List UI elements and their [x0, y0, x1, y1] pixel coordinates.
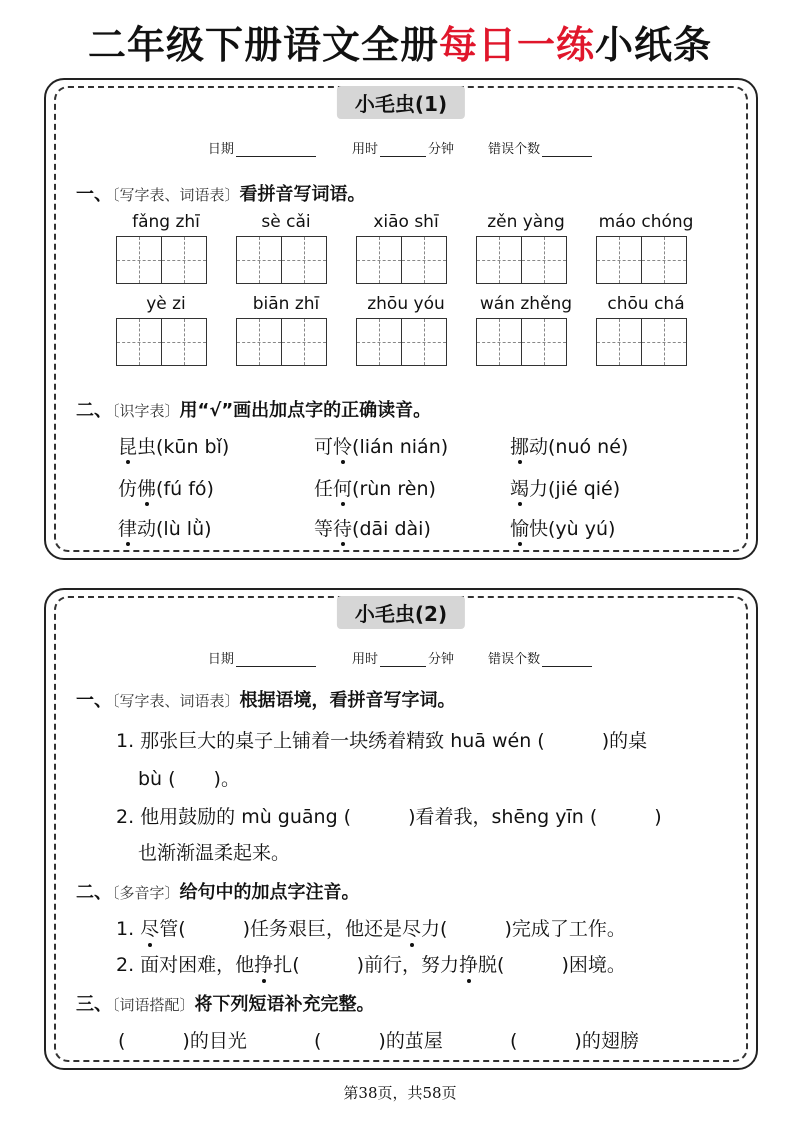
- pinyin-item: [356, 212, 456, 284]
- pinyin-item: [596, 212, 696, 284]
- pinyin-item: [236, 212, 336, 284]
- reading-option[interactable]: 律动(lù lǜ): [118, 518, 212, 540]
- section-3-heading: [76, 990, 375, 1016]
- section-2-heading: [76, 396, 431, 422]
- pinyin-item: [356, 294, 456, 366]
- pinyin-text: xiāo shī: [373, 212, 439, 232]
- question-1-line-1[interactable]: 1. 那张巨大的桌子上铺着一块绣着精致 huā wén ( )的桌: [116, 730, 648, 752]
- dotted-char: 何: [333, 478, 353, 500]
- tianzige-box[interactable]: [356, 236, 456, 284]
- section-tag: 〔写字表、词语表〕: [112, 186, 240, 204]
- pinyin-item: [116, 212, 216, 284]
- section-instruction: 用“√”画出加点字的正确读音。: [179, 400, 432, 421]
- tianzige-box[interactable]: [476, 236, 576, 284]
- pinyin-item: [476, 294, 576, 366]
- phrase-fill-2[interactable]: ( )的茧屋: [314, 1030, 443, 1052]
- pinyin-text: máo chóng: [598, 212, 694, 232]
- date-label: 日期: [207, 652, 234, 667]
- section-number: 二、: [76, 400, 112, 421]
- reading-option[interactable]: 任何(rùn rèn): [314, 478, 436, 500]
- tianzige-box[interactable]: [116, 318, 216, 366]
- reading-option[interactable]: 竭力(jié qié): [510, 478, 621, 500]
- page-number: 第38页，共58页: [343, 1084, 457, 1102]
- reading-option[interactable]: 愉快(yù yú): [510, 518, 616, 540]
- pinyin-item: [476, 212, 576, 284]
- question-2-line-2: 也渐渐温柔起来。: [138, 842, 291, 864]
- tianzige-box[interactable]: [116, 236, 216, 284]
- section-number: 三、: [76, 994, 112, 1015]
- section-tag: 〔多音字〕: [112, 884, 180, 902]
- polyphone-question-2[interactable]: 2. 面对困难，他挣扎( )前行，努力挣脱( )困境。: [116, 954, 626, 976]
- errors-field[interactable]: [542, 155, 592, 157]
- question-2-line-1[interactable]: 2. 他用鼓励的 mù guāng ( )看着我，shēng yīn ( ): [116, 806, 662, 828]
- pinyin-writing-grid: [116, 212, 716, 382]
- dotted-char: 尽: [402, 918, 422, 940]
- reading-option[interactable]: 等待(dāi dài): [314, 518, 431, 540]
- question-1-line-2[interactable]: bù ( )。: [138, 768, 240, 790]
- dotted-char: 待: [333, 518, 353, 540]
- pinyin-text: chōu chá: [607, 294, 685, 314]
- title-highlight: 每日一练: [438, 23, 595, 67]
- section-tag: 〔词语搭配〕: [112, 996, 195, 1014]
- tianzige-box[interactable]: [596, 318, 696, 366]
- reading-option[interactable]: 仿佛(fú fó): [118, 478, 214, 500]
- pinyin-text: zhōu yóu: [367, 294, 445, 314]
- reading-option[interactable]: 挪动(nuó né): [510, 436, 629, 458]
- dotted-char: 愉: [510, 518, 530, 540]
- meta-row: [46, 648, 756, 667]
- errors-label: 错误个数: [488, 142, 541, 157]
- section-instruction: 看拼音写词语。: [239, 184, 366, 205]
- tianzige-box[interactable]: [476, 318, 576, 366]
- dotted-char: 挪: [510, 436, 530, 458]
- pinyin-text: biān zhī: [252, 294, 320, 314]
- time-field[interactable]: [380, 155, 426, 157]
- card-title: 小毛虫(2): [337, 596, 465, 629]
- time-label: 用时: [351, 652, 378, 667]
- dotted-char: 挣: [459, 954, 479, 976]
- phrase-fill-3[interactable]: ( )的翅膀: [510, 1030, 639, 1052]
- date-field[interactable]: [236, 155, 316, 157]
- pinyin-item: [596, 294, 696, 366]
- pinyin-text: fǎng zhī: [132, 212, 200, 232]
- errors-label: 错误个数: [488, 652, 541, 667]
- dotted-char: 挣: [254, 954, 274, 976]
- tianzige-box[interactable]: [356, 318, 456, 366]
- meta-row: [46, 138, 756, 157]
- polyphone-question-1[interactable]: 1. 尽管( )任务艰巨，他还是尽力( )完成了工作。: [116, 918, 626, 940]
- section-number: 一、: [76, 184, 112, 205]
- dotted-char: 尽: [140, 918, 160, 940]
- pinyin-text: sè cǎi: [261, 212, 311, 232]
- section-tag: 〔识字表〕: [112, 402, 180, 420]
- exercise-card-2: [44, 588, 758, 1070]
- minutes-label: 分钟: [428, 142, 455, 157]
- reading-option[interactable]: 可怜(lián nián): [314, 436, 449, 458]
- dotted-char: 怜: [333, 436, 353, 458]
- title-part-1: 二年级下册语文全册: [87, 23, 439, 67]
- tianzige-box[interactable]: [596, 236, 696, 284]
- dotted-char: 佛: [137, 478, 157, 500]
- reading-option[interactable]: 昆虫(kūn bǐ): [118, 436, 230, 458]
- section-2-heading: [76, 878, 360, 904]
- section-tag: 〔写字表、词语表〕: [112, 692, 240, 710]
- date-field[interactable]: [236, 665, 316, 667]
- tianzige-box[interactable]: [236, 318, 336, 366]
- section-number: 一、: [76, 690, 112, 711]
- dotted-char: 昆: [118, 436, 138, 458]
- card-title: 小毛虫(1): [337, 86, 465, 119]
- date-label: 日期: [207, 142, 234, 157]
- pinyin-item: [116, 294, 216, 366]
- errors-field[interactable]: [542, 665, 592, 667]
- section-1-heading: [76, 180, 366, 206]
- time-label: 用时: [351, 142, 378, 157]
- phrase-fill-1[interactable]: ( )的目光: [118, 1030, 247, 1052]
- section-1-heading: [76, 686, 456, 712]
- dotted-char: 竭: [510, 478, 530, 500]
- tianzige-box[interactable]: [236, 236, 336, 284]
- main-title: [0, 14, 800, 69]
- minutes-label: 分钟: [428, 652, 455, 667]
- section-number: 二、: [76, 882, 112, 903]
- pinyin-text: yè zi: [146, 294, 186, 314]
- exercise-card-1: [44, 78, 758, 560]
- pinyin-text: zěn yàng: [487, 212, 565, 232]
- time-field[interactable]: [380, 665, 426, 667]
- pinyin-text: wán zhěng: [479, 294, 573, 314]
- section-instruction: 将下列短语补充完整。: [194, 994, 375, 1015]
- section-instruction: 给句中的加点字注音。: [179, 882, 360, 903]
- section-instruction: 根据语境，看拼音写字词。: [239, 690, 456, 711]
- pinyin-item: [236, 294, 336, 366]
- dotted-char: 律: [118, 518, 138, 540]
- title-part-3: 小纸条: [595, 23, 713, 67]
